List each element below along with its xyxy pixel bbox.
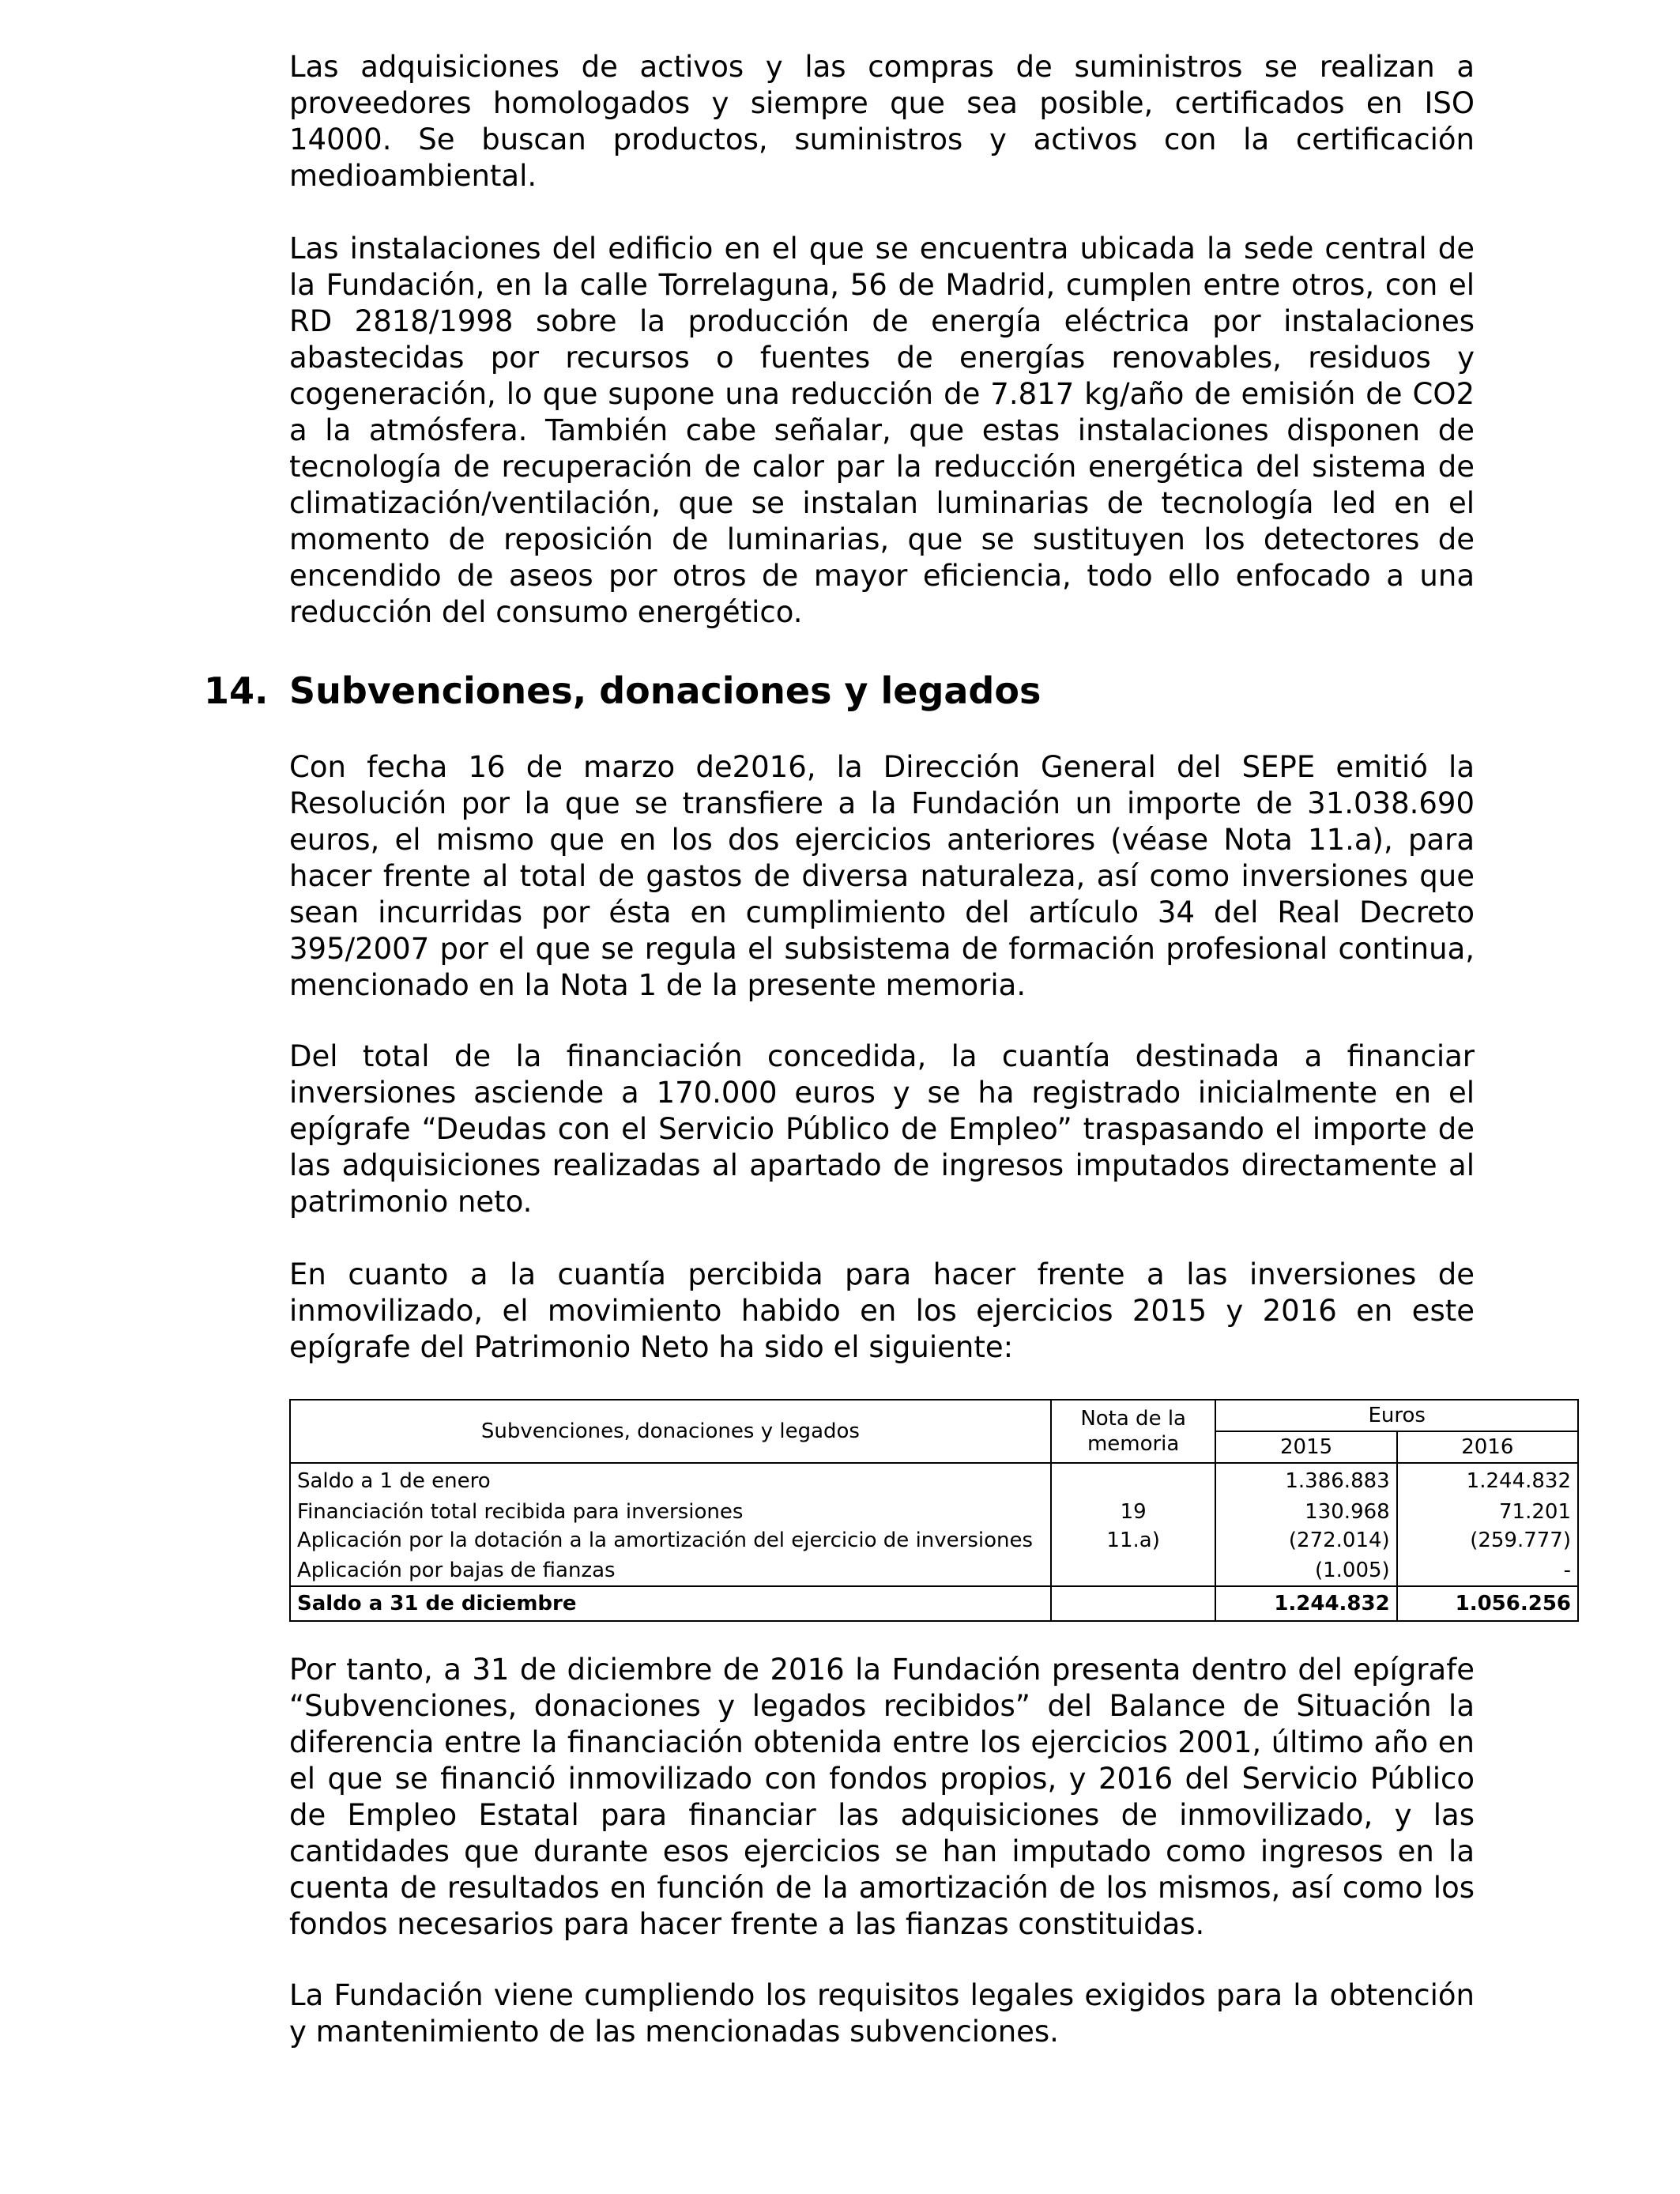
row-value-2015: (272.014)	[1215, 1526, 1396, 1555]
header-nota: Nota de la memoria	[1051, 1400, 1216, 1463]
row-label: Aplicación por la dotación a la amortización del ejercicio de inversiones	[290, 1526, 1051, 1555]
section-title: Subvenciones, donaciones y legados	[289, 669, 1042, 712]
row-value-2016: 1.244.832	[1397, 1463, 1578, 1498]
paragraph-instalaciones	[289, 231, 1475, 631]
header-euros: Euros	[1215, 1400, 1578, 1431]
paragraph-por-tanto	[289, 1652, 1475, 1943]
section-number: 14.	[204, 669, 269, 712]
row-nota: 11.a)	[1051, 1526, 1216, 1555]
table-row	[290, 1555, 1578, 1586]
row-value-2016: 71.201	[1397, 1498, 1578, 1526]
row-nota: 19	[1051, 1498, 1216, 1526]
row-value-2015: (1.005)	[1215, 1555, 1396, 1586]
paragraph-movimiento	[289, 1257, 1475, 1366]
total-nota	[1051, 1586, 1216, 1621]
row-label: Financiación total recibida para inversiones	[290, 1498, 1051, 1526]
row-value-2015: 130.968	[1215, 1498, 1396, 1526]
row-nota	[1051, 1555, 1216, 1586]
row-label: Saldo a 1 de enero	[290, 1463, 1051, 1498]
section-heading	[204, 667, 1547, 714]
header-year-2015: 2015	[1215, 1431, 1396, 1463]
total-label: Saldo a 31 de diciembre	[290, 1586, 1051, 1621]
table-row	[290, 1463, 1578, 1498]
table-header-row	[290, 1400, 1578, 1431]
paragraph-cumplimiento	[289, 1977, 1475, 2050]
paragraph-text: Por tanto, a 31 de diciembre de 2016 la Fundación presenta dentro del epígrafe “Subvenciones, donaciones y legados recibidos” del Balance de Situación la diferencia entre la financiación obtenida entre los ejercicios 2001, último año en el que se financió inmovilizado con fondos propios, y 2016 del Servicio Público de Empleo Estatal para financiar las adquisiciones de inmovilizado, y las cantidades que durante esos ejercicios se han imputado como ingresos en la cuenta de resultados en función de la amortización de los mismos, así como los fondos necesarios para hacer frente a las fianzas constituidas.	[289, 1653, 1475, 1941]
subvenciones-table	[289, 1399, 1579, 1622]
paragraph-text: La Fundación viene cumpliendo los requisitos legales exigidos para la obtención y mantenimiento de las mencionadas subvenciones.	[289, 1978, 1475, 2049]
paragraph-text: Las instalaciones del edificio en el que se encuentra ubicada la sede central de la Fundación, en la calle Torrelaguna, 56 de Madrid, cumplen entre otros, con el RD 2818/1998 sobre la producción de energía eléctrica por instalaciones abastecidas por recursos o fuentes de energías renovables, residuos y cogeneración, lo que supone una reducción de 7.817 kg/año de emisión de CO2 a la atmósfera. También cabe señalar, que estas instalaciones disponen de tecnología de recuperación de calor par la reducción energética del sistema de climatización/ventilación, que se instalan luminarias de tecnología led en el momento de reposición de luminarias, que se sustituyen los detectores de encendido de aseos por otros de mayor eficiencia, todo ello enfocado a una reducción del consumo energético.	[289, 232, 1475, 629]
paragraph-financiacion	[289, 1039, 1475, 1220]
row-value-2016: (259.777)	[1397, 1526, 1578, 1555]
row-label: Aplicación por bajas de fianzas	[290, 1555, 1051, 1586]
row-value-2015: 1.386.883	[1215, 1463, 1396, 1498]
paragraph-resolucion	[289, 749, 1475, 1004]
total-value-2015: 1.244.832	[1215, 1586, 1396, 1621]
paragraph-text: Las adquisiciones de activos y las compras de suministros se realizan a proveedores homologados y siempre que sea posible, certificados en ISO 14000. Se buscan productos, suministros y activos con la certificación medioambiental.	[289, 50, 1475, 193]
header-description: Subvenciones, donaciones y legados	[290, 1400, 1051, 1463]
paragraph-text: Del total de la financiación concedida, la cuantía destinada a financiar inversiones asciende a 170.000 euros y se ha registrado inicialmente en el epígrafe “Deudas con el Servicio Público de Empleo” traspasando el importe de las adquisiciones realizadas al apartado de ingresos imputados directamente al patrimonio neto.	[289, 1039, 1475, 1219]
paragraph-text: Con fecha 16 de marzo de2016, la Dirección General del SEPE emitió la Resolución por la que se transfiere a la Fundación un importe de 31.038.690 euros, el mismo que en los dos ejercicios anteriores (véase Nota 11.a), para hacer frente al total de gastos de diversa naturaleza, así como inversiones que sean incurridas por ésta en cumplimiento del artículo 34 del Real Decreto 395/2007 por el que se regula el subsistema de formación profesional continua, mencionado en la Nota 1 de la presente memoria.	[289, 750, 1475, 1002]
paragraph-adquisiciones	[289, 49, 1475, 194]
table-row	[290, 1498, 1578, 1526]
total-value-2016: 1.056.256	[1397, 1586, 1578, 1621]
table-total-row	[290, 1586, 1578, 1621]
row-nota	[1051, 1463, 1216, 1498]
paragraph-text: En cuanto a la cuantía percibida para hacer frente a las inversiones de inmovilizado, el movimiento habido en los ejercicios 2015 y 2016 en este epígrafe del Patrimonio Neto ha sido el siguiente:	[289, 1257, 1475, 1364]
header-year-2016: 2016	[1397, 1431, 1578, 1463]
table-row	[290, 1526, 1578, 1555]
row-value-2016: -	[1397, 1555, 1578, 1586]
